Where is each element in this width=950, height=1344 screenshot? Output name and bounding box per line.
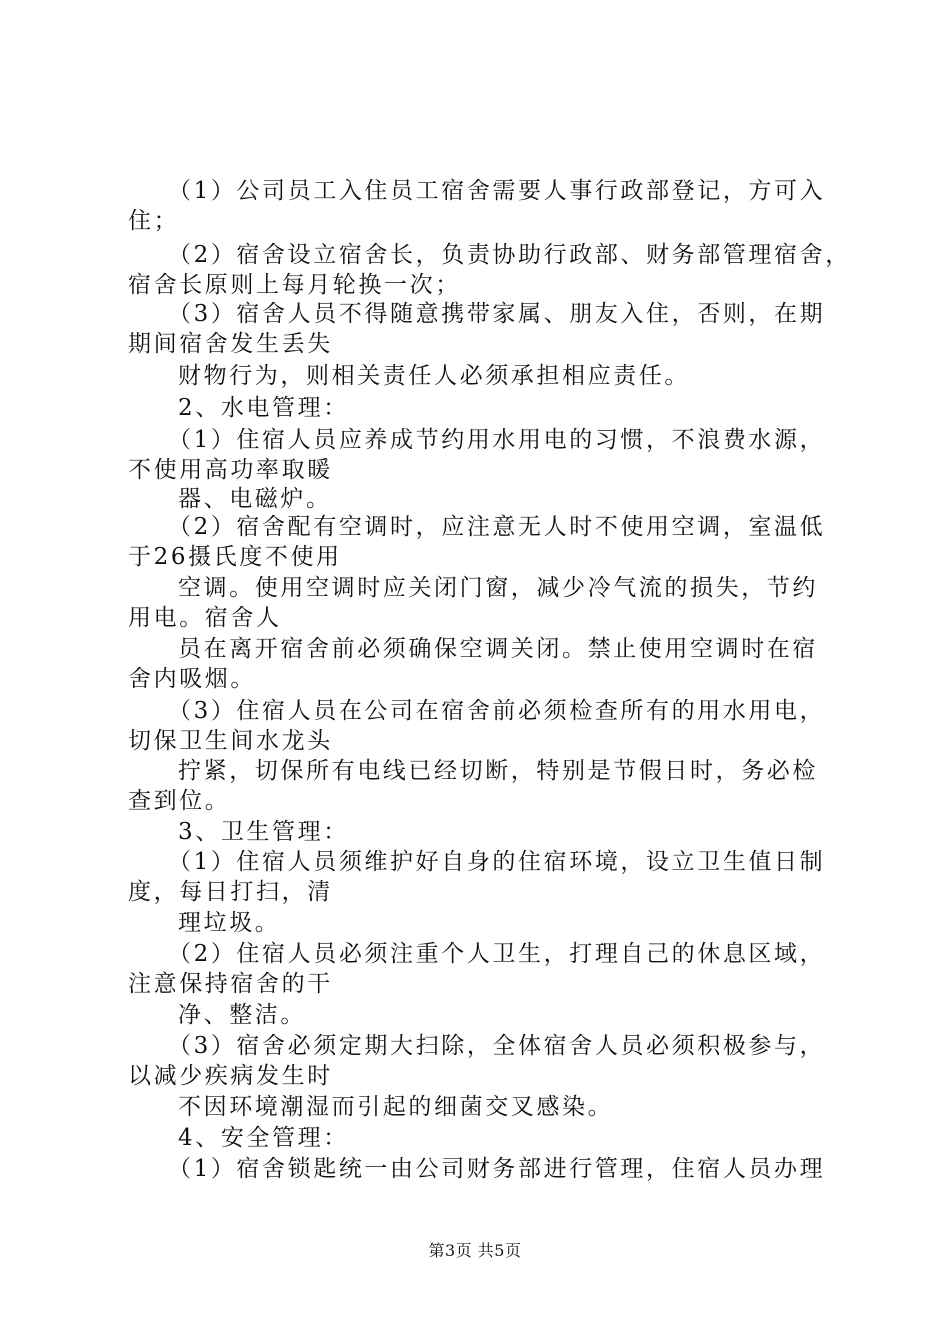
text-line: （1）宿舍锁匙统一由公司财务部进行管理，住宿人员办理 <box>168 1156 826 1182</box>
text-line: 不因环境潮湿而引起的细菌交叉感染。 <box>178 1094 614 1120</box>
text-line: （2）宿舍配有空调时，应注意无人时不使用空调，室温低 <box>168 514 826 540</box>
text-line: 以减少疾病发生时 <box>128 1063 333 1089</box>
text-line: 于26摄氏度不使用 <box>128 544 342 570</box>
text-line: 期间宿舍发生丢失 <box>128 331 333 357</box>
text-line: （3）宿舍人员不得随意携带家属、朋友入住，否则，在期 <box>168 301 826 327</box>
text-line: （2）宿舍设立宿舍长，负责协助行政部、财务部管理宿舍， <box>168 242 851 268</box>
text-line: 查到位。 <box>128 788 231 814</box>
text-line: （3）宿舍必须定期大扫除，全体宿舍人员必须积极参与， <box>168 1033 826 1059</box>
text-line: 度，每日打扫，清 <box>128 879 333 905</box>
section-heading: 2、水电管理： <box>178 395 349 421</box>
text-line: （2）住宿人员必须注重个人卫生，打理自己的休息区域， <box>168 941 826 967</box>
text-line: 器、电磁炉。 <box>178 486 332 512</box>
section-heading: 4、安全管理： <box>178 1125 349 1151</box>
text-line: 拧紧，切保所有电线已经切断，特别是节假日时，务必检 <box>178 758 818 784</box>
text-line: 切保卫生间水龙头 <box>128 728 333 754</box>
section-heading: 3、卫生管理： <box>178 819 349 845</box>
text-line: 理垃圾。 <box>178 910 281 936</box>
text-line: 舍内吸烟。 <box>128 666 256 692</box>
page-number-footer: 第3页 共5页 <box>428 1241 522 1260</box>
text-line: 住； <box>128 208 180 234</box>
text-line: （1）公司员工入住员工宿舍需要人事行政部登记，方可入 <box>168 178 826 204</box>
text-line: 用电。宿舍人 <box>128 605 282 631</box>
text-line: 空调。使用空调时应关闭门窗，减少冷气流的损失，节约 <box>178 575 818 601</box>
text-line: 不使用高功率取暖 <box>128 457 333 483</box>
text-line: 注意保持宿舍的干 <box>128 971 333 997</box>
text-line: 宿舍长原则上每月轮换一次； <box>128 272 461 298</box>
text-line: 净、整洁。 <box>178 1002 306 1028</box>
text-line: （1）住宿人员应养成节约用水用电的习惯，不浪费水源， <box>168 427 826 453</box>
text-line: 员在离开宿舍前必须确保空调关闭。禁止使用空调时在宿 <box>178 636 818 662</box>
text-line: （3）住宿人员在公司在宿舍前必须检查所有的用水用电， <box>168 698 826 724</box>
text-line: （1）住宿人员须维护好自身的住宿环境，设立卫生值日制 <box>168 849 826 875</box>
text-line: 财物行为，则相关责任人必须承担相应责任。 <box>178 363 690 389</box>
